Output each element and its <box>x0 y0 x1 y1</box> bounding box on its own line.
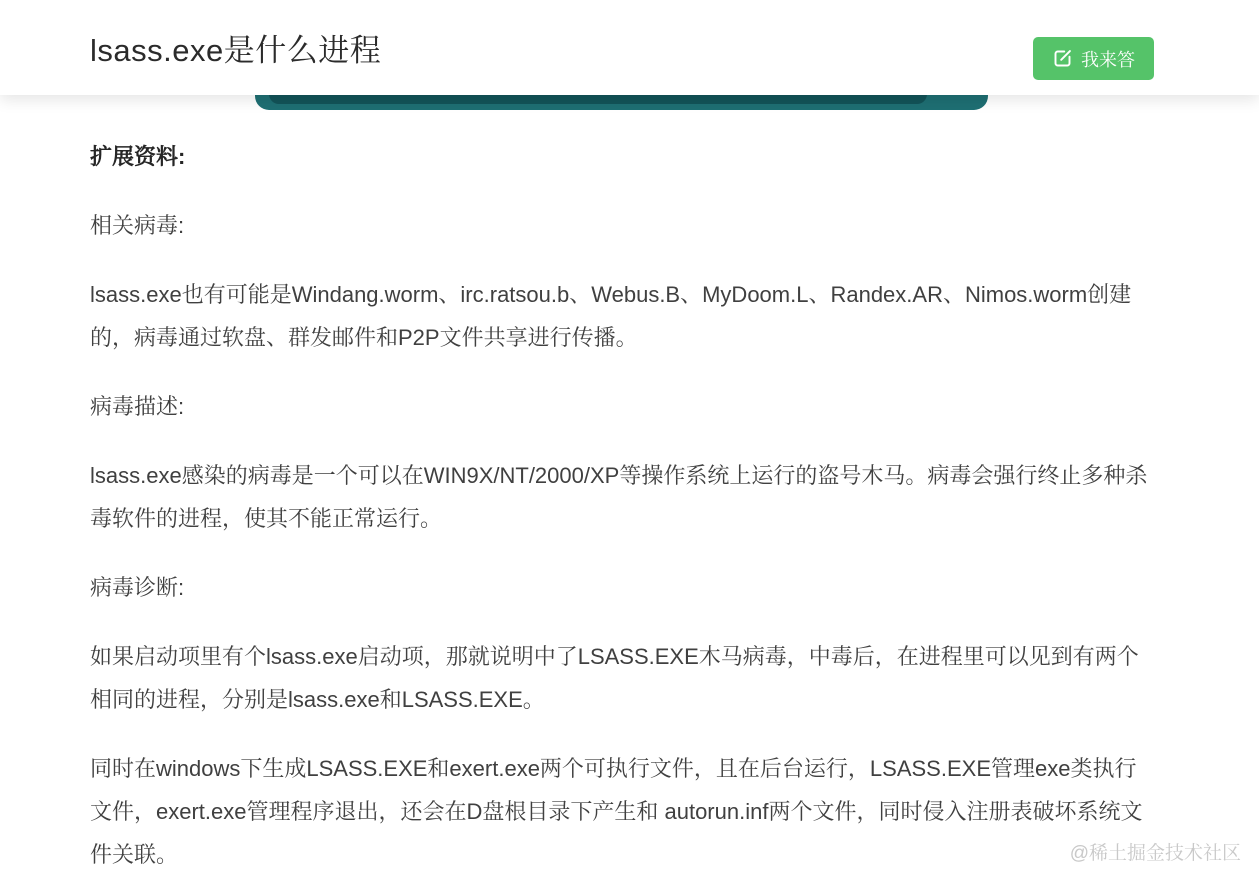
paragraph-virus-description: lsass.exe感染的病毒是一个可以在WIN9X/NT/2000/XP等操作系统上运行的盗号木马。病毒会强行终止多种杀毒软件的进程，使其不能正常运行。 <box>90 463 1148 531</box>
page-title: lsass.exe是什么进程 <box>90 33 382 68</box>
paragraph-related-virus: lsass.exe也有可能是Windang.worm、irc.ratsou.b、Webus.B、MyDoom.L、Randex.AR、Nimos.worm创建的，病毒通过软盘、群发邮件和P2P文件共享进行传播。 <box>90 282 1132 350</box>
answer-button[interactable] <box>1033 37 1154 80</box>
paragraph-virus-diagnosis: 如果启动项里有个lsass.exe启动项，那就说明中了LSASS.EXE木马病毒，中毒后，在进程里可以见到有两个相同的进程，分别是lsass.exe和LSASS.EXE。 <box>90 644 1139 712</box>
question-header <box>0 0 1259 95</box>
edit-pen-square-icon <box>1052 48 1073 69</box>
paragraph-virus-behavior: 同时在windows下生成LSASS.EXE和exert.exe两个可执行文件，且在后台运行，LSASS.EXE管理exe类执行文件，exert.exe管理程序退出，还会在D盘根目录下产生和 autorun.inf两个文件，同时侵入注册表破坏系统文件关联。 <box>90 756 1143 867</box>
answer-button-label: 我来答 <box>1081 49 1135 70</box>
label-related-virus: 相关病毒: <box>90 213 185 238</box>
site-watermark: @稀土掘金技术社区 <box>1069 843 1241 864</box>
label-virus-diagnosis: 病毒诊断: <box>90 575 185 600</box>
answer-content <box>0 95 1259 881</box>
section-heading-extended-info: 扩展资料: <box>90 144 186 169</box>
label-virus-description: 病毒描述: <box>90 394 185 419</box>
